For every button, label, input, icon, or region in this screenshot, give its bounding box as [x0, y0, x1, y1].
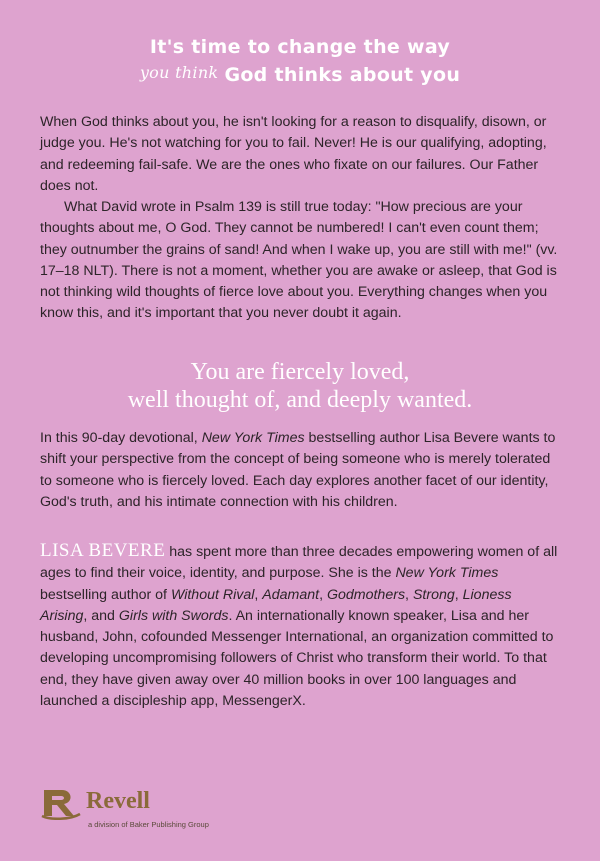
pull-quote [0, 358, 600, 414]
pull-quote-line-2: well thought of, and deeply wanted. [127, 387, 473, 413]
pull-quote-line-1: You are fiercely loved, [190, 359, 410, 385]
psalm-paragraph: What David wrote in Psalm 139 is still true today: "How precious are your thoughts about me, O God. They cannot be numbered! I can't even count them; they outnumber the grains of sand! And when I wake up, you are still with me!" (vv. 17–18 NLT). There is not a moment, whether you are awake or asleep, that God is not thinking wild thoughts of fierce love about you. Everything changes when you know this, and it's important that you never doubt it again. [40, 199, 558, 322]
heading-line-1: It's time to change the way [149, 36, 451, 58]
heading-script-text: you think [139, 63, 219, 82]
text-run: bestselling author Lisa Bevere wants to shift your perspective from the concept of being someone who is merely tolerated to someone who is fiercely loved. Each day explores another facet of our identity, God's truth, and his intimate connection with his children. [40, 430, 556, 510]
text-run: , [254, 586, 263, 603]
intro-paragraph: When God thinks about you, he isn't looking for a reason to disqualify, disown, or judge you. He's not watching for you to fail. Never! He is our qualifying, adopting, and redeeming fail-safe. We are the ones who fixate on our failures. Our Father does not. [40, 114, 547, 194]
italic-run: Strong [412, 586, 455, 603]
italic-run: New York Times [201, 430, 305, 446]
publisher-name: Revell [86, 788, 150, 814]
italic-run: Without Rival [170, 586, 255, 603]
text-run: has spent more than three decades empowering women of all ages to find their voice, identity, and purpose. She is the [40, 544, 558, 582]
author-bio [40, 540, 562, 712]
italic-run: New York Times [395, 565, 499, 582]
text-run: bestselling author of [40, 586, 171, 603]
italic-run: Godmothers [326, 586, 406, 603]
text-run: , [454, 586, 463, 603]
text-run: , [405, 586, 413, 603]
italic-run: Adamant [262, 586, 320, 603]
italic-run: Girls with Swords [118, 607, 229, 624]
text-run: . An internationally known speaker, Lisa and her husband, John, cofounded Messenger International, an organization committed to developing uncompromising followers of Christ who transform their world. To that end, they have given away over 40 million books in over 100 languages and launched a discipleship app, MessengerX. [40, 607, 554, 710]
author-name: LISA BEVERE [40, 540, 166, 561]
text-run: , [319, 586, 327, 603]
heading-line-2-text: God thinks about you [224, 64, 461, 86]
publisher-tagline: a division of Baker Publishing Group [88, 820, 209, 829]
italic-run: Lioness Arising [40, 586, 512, 624]
book-description [40, 428, 562, 513]
text-run: , and [83, 607, 119, 624]
revell-r-icon [40, 786, 82, 820]
heading-line-2 [0, 64, 600, 86]
text-run: In this 90-day devotional, [40, 430, 202, 446]
publisher-logo [40, 786, 260, 836]
